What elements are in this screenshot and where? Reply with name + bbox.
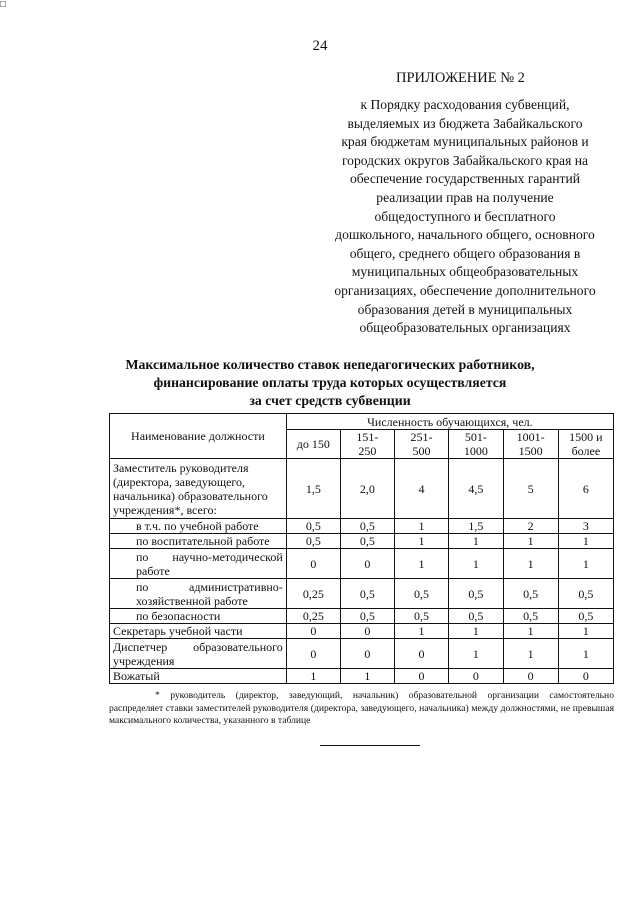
appendix-line: к Порядку расходования субвенций, xyxy=(360,97,570,112)
table-cell: 4 xyxy=(394,459,448,519)
table-heading-line: Максимальное количество ставок непедагогических работников, xyxy=(125,357,535,372)
table-cell: 3 xyxy=(558,519,613,534)
table-heading xyxy=(70,356,590,410)
table-cell: 1 xyxy=(503,549,558,579)
table-cell: 0 xyxy=(286,624,340,639)
table-cell: 0,5 xyxy=(394,579,448,609)
appendix-line: дошкольного, начального общего, основного xyxy=(335,227,595,243)
table-cell: 1,5 xyxy=(286,459,340,519)
table-cell: 1 xyxy=(449,624,503,639)
table-cell: 0,5 xyxy=(340,579,394,609)
appendix-line: образования детей в муниципальных xyxy=(357,301,573,317)
position-name: Диспетчер образовательного учреждения xyxy=(110,639,287,669)
table-cell: 0,5 xyxy=(340,519,394,534)
table-cell: 5 xyxy=(503,459,558,519)
table-row xyxy=(110,459,614,519)
table-cell: 1 xyxy=(503,639,558,669)
table-cell: 0 xyxy=(503,669,558,684)
table-cell: 1,5 xyxy=(449,519,503,534)
table-cell: 0,5 xyxy=(449,579,503,609)
table-row xyxy=(110,624,614,639)
table-cell: 0,5 xyxy=(449,609,503,624)
position-name: по безопасности xyxy=(110,609,287,624)
appendix-line: выделяемых из бюджета Забайкальского xyxy=(347,115,583,131)
table-header-row xyxy=(110,414,614,430)
table-cell: 1 xyxy=(503,534,558,549)
range-header: 1500 и более xyxy=(558,430,613,459)
end-separator-line xyxy=(320,745,420,746)
position-name: по научно-методической работе xyxy=(110,549,287,579)
table-cell: 1 xyxy=(449,639,503,669)
table-row xyxy=(110,669,614,684)
appendix-line: общеобразовательных организациях xyxy=(359,320,571,336)
table-cell: 1 xyxy=(340,669,394,684)
table-cell: 0,5 xyxy=(558,609,613,624)
student-count-header: Численность обучающихся, чел. xyxy=(286,414,613,430)
appendix-line: обеспечение государственных гарантий xyxy=(349,171,581,187)
position-column-header: Наименование должности xyxy=(110,414,287,459)
table-cell: 1 xyxy=(558,549,613,579)
table-cell: 0 xyxy=(286,639,340,669)
range-header: 1001- 1500 xyxy=(503,430,558,459)
table-cell: 1 xyxy=(394,549,448,579)
table-row xyxy=(110,549,614,579)
range-header: 501- 1000 xyxy=(449,430,503,459)
table-cell: 1 xyxy=(558,624,613,639)
table-cell: 0 xyxy=(558,669,613,684)
table-row xyxy=(110,534,614,549)
footnote: * руководитель (директор, заведующий, начальник) образовательной организации самостоятельно распределяет ставки заместителей руководителя (директора, заведующего, начальника) между должностями, не превышая максимального количества, указанного в таблице xyxy=(109,690,614,726)
position-name: Вожатый xyxy=(110,669,287,684)
table-cell: 1 xyxy=(558,639,613,669)
appendix-line: организациях, обеспечение дополнительного xyxy=(334,282,596,298)
range-header: 151- 250 xyxy=(340,430,394,459)
table-cell: 0 xyxy=(394,669,448,684)
position-name: по административно-хозяйственной работе xyxy=(110,579,287,609)
table-cell: 0 xyxy=(449,669,503,684)
appendix-line: края бюджетам муниципальных районов и xyxy=(341,134,589,150)
table-cell: 0,5 xyxy=(394,609,448,624)
table-cell: 1 xyxy=(449,534,503,549)
table-heading-line: за счет средств субвенции xyxy=(249,393,411,408)
table-cell: 1 xyxy=(394,534,448,549)
appendix-text xyxy=(300,96,630,338)
table-cell: 2,0 xyxy=(340,459,394,519)
table-cell: 0 xyxy=(340,549,394,579)
table-cell: 0,5 xyxy=(503,609,558,624)
table-cell: 0,25 xyxy=(286,609,340,624)
appendix-line: общего, среднего общего образования в xyxy=(349,245,581,261)
table-cell: 1 xyxy=(558,534,613,549)
table-cell: 0 xyxy=(340,624,394,639)
position-name: Секретарь учебной части xyxy=(110,624,287,639)
appendix-line: общедоступного и бесплатного xyxy=(374,208,556,224)
table-cell: 1 xyxy=(449,549,503,579)
table-cell: 0 xyxy=(394,639,448,669)
table-cell: 0,5 xyxy=(340,534,394,549)
table-cell: 1 xyxy=(394,624,448,639)
table-cell: 6 xyxy=(558,459,613,519)
table-cell: 2 xyxy=(503,519,558,534)
table-row xyxy=(110,579,614,609)
position-name: в т.ч. по учебной работе xyxy=(110,519,287,534)
table-cell: 0,25 xyxy=(286,579,340,609)
appendix-line: реализации прав на получение xyxy=(376,189,554,205)
staff-rates-table xyxy=(109,413,614,684)
table-cell: 0,5 xyxy=(340,609,394,624)
table-cell: 4,5 xyxy=(449,459,503,519)
table-cell: 0 xyxy=(286,549,340,579)
range-header: до 150 xyxy=(286,430,340,459)
table-row xyxy=(110,519,614,534)
appendix-line: муниципальных общеобразовательных xyxy=(351,264,579,280)
appendix-line: городских округов Забайкальского края на xyxy=(341,152,589,168)
table-cell: 0,5 xyxy=(286,534,340,549)
table-cell: 0,5 xyxy=(503,579,558,609)
appendix-title: ПРИЛОЖЕНИЕ № 2 xyxy=(396,70,525,86)
table-cell: 0 xyxy=(340,639,394,669)
table-cell: 1 xyxy=(503,624,558,639)
table-cell: 0,5 xyxy=(558,579,613,609)
range-header: 251- 500 xyxy=(394,430,448,459)
table-row xyxy=(110,609,614,624)
table-cell: 0,5 xyxy=(286,519,340,534)
table-cell: 1 xyxy=(286,669,340,684)
position-name: Заместитель руководителя (директора, заведующего, начальника) образовательного учреждения*, всего: xyxy=(110,459,287,519)
page-number: 24 xyxy=(312,38,328,54)
table-cell: 1 xyxy=(394,519,448,534)
table-heading-line: финансирование оплаты труда которых осуществляется xyxy=(153,375,507,390)
scan-corner-mark: □ xyxy=(0,0,7,10)
table-row xyxy=(110,639,614,669)
position-name: по воспитательной работе xyxy=(110,534,287,549)
